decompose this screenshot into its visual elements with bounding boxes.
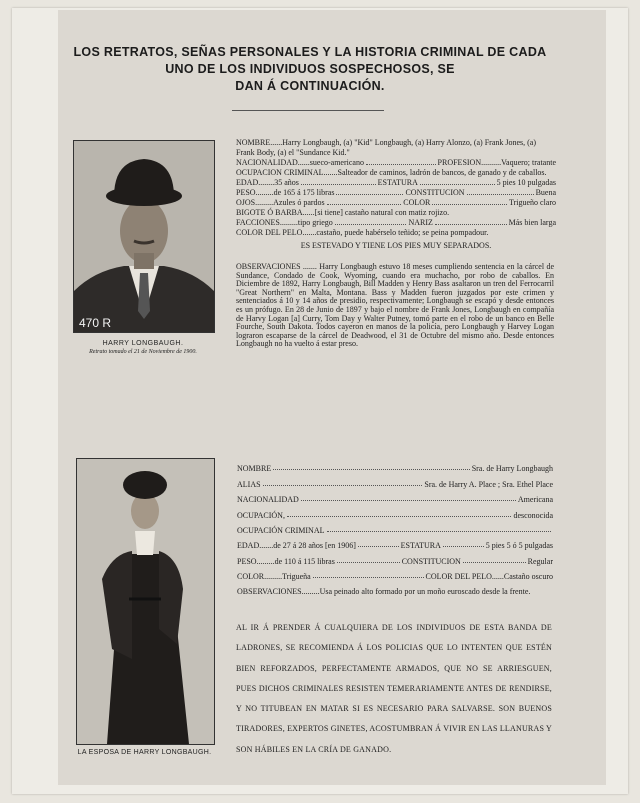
field2-edad: EDAD ....... de 27 á 28 años [en 1906] ESTATURA 5 pies 5 ó 5 pulgadas (237, 541, 554, 551)
field2-ocupacion: OCUPACIÓN, desconocida (237, 510, 553, 520)
portrait-man-image (74, 141, 214, 332)
header-line-1: LOS RETRATOS, SEÑAS PERSONALES Y LA HISTORIA CRIMINAL DE CADA (73, 45, 547, 59)
suspect-2-details (237, 458, 553, 597)
field-nombre: NOMBRE......Harry Longbaugh, (a) "Kid" Longbaugh, (a) Harry Alonzo, (a) Frank Jones, (a) Frank Body, (a) el "Sundance Kid." (236, 138, 537, 157)
observaciones-1: OBSERVACIONES ....... Harry Longbaugh estuvo 18 meses cumpliendo sentencia en la cárcel de Sundance, Condado de Cook, Wyoming, cuando era muchacho, por robo de caballos. En Diciembre de 1892, Harry Longbaugh, Bill Madden y Henry Bass asaltaron un tren del Ferrocarril "Great Northern" en Malta, Montana. Bass y Madden fueron juzgados por este crimen y sentenciados á 10 y 14 años de presidio, respectivamente; Longbaugh se escapó y desde entonces es un prófugo. En 28 de Junio de 1897 y bajo el nombre de Frank Jones, Longbaugh en compañía de Harvy Logan [a] Curry, Tom Day y Walter Putney, tomó parte en el robo de un banco en Belle Fourche, South Dakota. Todos cayeron en manos de la policía, pero Longbaugh y Harvey Logan lograron escaparse de la cárcel de Deadwood, el 31 de Octubre del mismo año. Desde entonces Longbaugh no ha vuelto á estar preso. (236, 262, 554, 349)
field2-observaciones: OBSERVACIONES.........Usa peinado alto formado por un moño euroscado desde la frente. (237, 587, 531, 597)
field-bigote: BIGOTE Ó BARBA ...... [si tiene] castaño natural con matiz rojizo. (236, 208, 450, 217)
field2-peso: PESO ......... de 110 á 115 libras CONSTITUCION Regular (237, 556, 553, 566)
field2-ocupacion-criminal: OCUPACIÓN CRIMINAL (237, 520, 553, 535)
document-header (60, 44, 560, 95)
field-nacionalidad: NACIONALIDAD ...... sueco-americano PROFESION .......... Vaquero; tratante (236, 158, 556, 167)
portrait-wife (76, 458, 215, 745)
field2-nombre: NOMBRE Sra. de Harry Longbaugh (237, 464, 553, 474)
physical-note: ES ESTEVADO Y TIENE LOS PIES MUY SEPARADOS. (300, 241, 492, 250)
photo-caption-1-date: Retrato tomado el 21 de Noviembre de 1900. (89, 349, 197, 355)
suspect-1-details (236, 138, 556, 253)
header-line-3: DAN Á CONTINUACIÓN. (235, 79, 385, 93)
header-line-2: UNO DE LOS INDIVIDUOS SOSPECHOSOS, SE (165, 62, 455, 76)
field-peso: PESO ......... de 165 á 175 libras CONSTITUCION Buena (236, 188, 557, 197)
photo-number-tag: 470 R (79, 316, 112, 330)
field-color-pelo: COLOR DEL PELO ....... castaño, puede habérselo teñido; se peina pompadour. (236, 228, 489, 237)
field2-alias: ALIAS Sra. de Harry A. Place ; Sra. Ethel Place (237, 479, 553, 489)
portrait-harry-longbaugh (73, 140, 215, 333)
field2-color: COLOR ......... Trigueña COLOR DEL PELO ...... Castaño oscuro (237, 572, 553, 582)
field-edad: EDAD ........ 35 años ESTATURA 5 pies 10 pulgadas (236, 178, 556, 187)
field-facciones: FACCIONES ......... tipo griego NARIZ Más bien larga (236, 218, 557, 227)
header-divider (232, 110, 384, 111)
field-ojos: OJOS ......... Azules ó pardos COLOR Trigueño claro (236, 198, 557, 207)
field2-nacionalidad: NACIONALIDAD Americana (237, 495, 553, 505)
police-warning: AL IR Á PRENDER Á CUALQUIERA DE LOS INDIVIDUOS DE ESTA BANDA DE LADRONES, SE RECOMIENDA Á LOS POLICIAS QUE LO INTENTEN QUE ESTÉN BIEN REFORZADOS, PERFECTAMENTE ARMADOS, QUE NO SE ARRIESGUEN, PUES DICHOS CRIMINALES RESISTEN TEMERARIAMENTE ANTES DE RENDIRSE, Y NO TITUBEAN EN MATAR SI ES NECESARIO PARA SALVARSE. SON BUENOS TIRADORES, EXPERTOS GINETES, ACOSTUMBRAN Á VIVIR EN LAS LLANURAS Y SON HÁBILES EN LA CRÍA DE GANADO. (236, 623, 552, 754)
field-ocupacion-criminal: OCUPACION CRIMINAL.......Salteador de caminos, ladrón de bancos, de ganado y de caballos. (236, 168, 547, 177)
portrait-woman-image (77, 459, 214, 744)
photo-caption-1: HARRY LONGBAUGH. (102, 340, 184, 347)
photo-caption-2: LA ESPOSA DE HARRY LONGBAUGH. (77, 749, 212, 756)
